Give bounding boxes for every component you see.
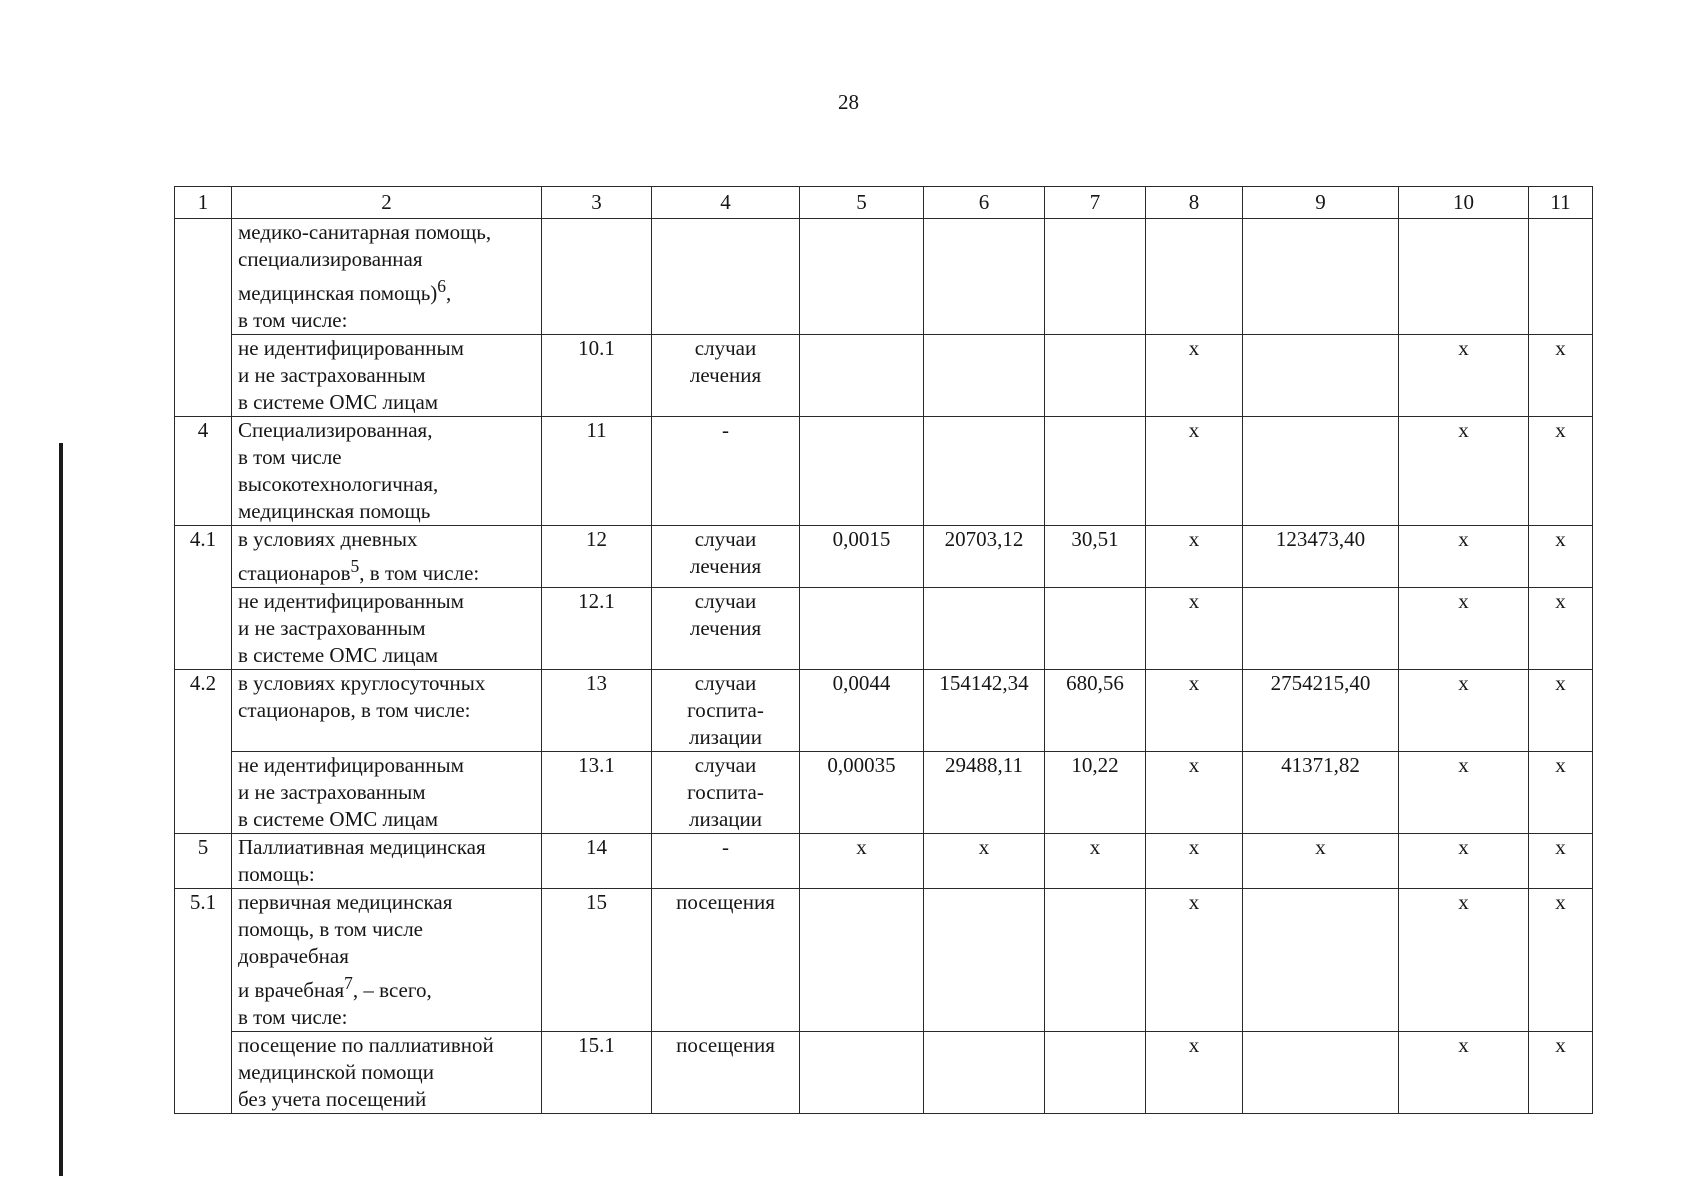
cell-col6 [924, 335, 1045, 417]
cell-col10: х [1399, 335, 1529, 417]
cell-col9: 123473,40 [1243, 526, 1399, 588]
column-number: 3 [542, 187, 652, 219]
row-number: 4.1 [175, 526, 232, 670]
row-name: первичная медицинская помощь, в том числе доврачебная и врачебная$^7$, – всего, в том числе: [232, 889, 542, 1032]
row-code: 12.1 [542, 588, 652, 670]
cell-col9: 41371,82 [1243, 752, 1399, 834]
cell-col5 [800, 335, 924, 417]
cell-col8: х [1146, 670, 1243, 752]
column-number: 10 [1399, 187, 1529, 219]
column-number-row [175, 187, 1593, 219]
table-row [175, 526, 1593, 588]
cell-col5: 0,0015 [800, 526, 924, 588]
cell-col10: х [1399, 752, 1529, 834]
row-name: не идентифицированным и не застрахованным в системе ОМС лицам [232, 588, 542, 670]
row-unit: - [652, 417, 800, 526]
row-number: 4.2 [175, 670, 232, 834]
row-code: 15.1 [542, 1032, 652, 1114]
row-number: 5.1 [175, 889, 232, 1114]
cell-col6 [924, 889, 1045, 1032]
cell-col5 [800, 1032, 924, 1114]
cell-col11: х [1529, 834, 1593, 889]
cell-col6 [924, 588, 1045, 670]
cell-col8: х [1146, 588, 1243, 670]
row-code: 11 [542, 417, 652, 526]
cell-col6: 20703,12 [924, 526, 1045, 588]
cell-col8: х [1146, 526, 1243, 588]
row-name: Паллиативная медицинская помощь: [232, 834, 542, 889]
cell-col10: х [1399, 417, 1529, 526]
footnote-ref: 5 [350, 556, 360, 576]
row-code: 15 [542, 889, 652, 1032]
cell-col6: 154142,34 [924, 670, 1045, 752]
cell-col5 [800, 417, 924, 526]
cell-col6: х [924, 834, 1045, 889]
row-code: 13.1 [542, 752, 652, 834]
cell-col7 [1045, 335, 1146, 417]
row-name: медико-санитарная помощь, специализированная медицинская помощь)$^6$, в том числе: [232, 219, 542, 335]
column-number: 6 [924, 187, 1045, 219]
cell-col7: 680,56 [1045, 670, 1146, 752]
cell-col5: х [800, 834, 924, 889]
cell-col7: х [1045, 834, 1146, 889]
cell-col8: х [1146, 834, 1243, 889]
cell-col6 [924, 417, 1045, 526]
row-unit: случаи госпита- лизации [652, 752, 800, 834]
footnote-ref: 6 [437, 276, 447, 296]
cell-col11: х [1529, 417, 1593, 526]
cell-col7 [1045, 417, 1146, 526]
footnote-ref: 7 [344, 973, 353, 993]
row-unit: случаи лечения [652, 588, 800, 670]
cell-col7: 30,51 [1045, 526, 1146, 588]
cell-col9: 2754215,40 [1243, 670, 1399, 752]
row-unit: посещения [652, 1032, 800, 1114]
cell-col9 [1243, 219, 1399, 335]
cell-col10 [1399, 219, 1529, 335]
cell-col8: х [1146, 335, 1243, 417]
column-number: 1 [175, 187, 232, 219]
cell-col7: 10,22 [1045, 752, 1146, 834]
cell-col8 [1146, 219, 1243, 335]
row-code: 14 [542, 834, 652, 889]
cell-col11: х [1529, 670, 1593, 752]
cell-col7 [1045, 1032, 1146, 1114]
table-row [175, 834, 1593, 889]
cell-col11 [1529, 219, 1593, 335]
table-row [175, 219, 1593, 335]
cell-col11: х [1529, 1032, 1593, 1114]
cell-col10: х [1399, 1032, 1529, 1114]
row-name: Специализированная, в том числе высокотехнологичная, медицинская помощь [232, 417, 542, 526]
cell-col8: х [1146, 889, 1243, 1032]
cell-col10: х [1399, 588, 1529, 670]
column-number: 5 [800, 187, 924, 219]
volume-cost-table [174, 186, 1593, 1114]
cell-col7 [1045, 219, 1146, 335]
cell-col6 [924, 1032, 1045, 1114]
row-unit: случаи лечения [652, 526, 800, 588]
row-unit: случаи лечения [652, 335, 800, 417]
cell-col6: 29488,11 [924, 752, 1045, 834]
cell-col8: х [1146, 752, 1243, 834]
column-number: 4 [652, 187, 800, 219]
cell-col10: х [1399, 670, 1529, 752]
cell-col9 [1243, 588, 1399, 670]
cell-col9 [1243, 417, 1399, 526]
cell-col11: х [1529, 752, 1593, 834]
cell-col10: х [1399, 834, 1529, 889]
row-number [175, 219, 232, 417]
cell-col9 [1243, 1032, 1399, 1114]
table-row [175, 588, 1593, 670]
row-code [542, 219, 652, 335]
table-row [175, 889, 1593, 1032]
row-name: в условиях круглосуточных стационаров, в том числе: [232, 670, 542, 752]
cell-col8: х [1146, 1032, 1243, 1114]
cell-col9 [1243, 889, 1399, 1032]
table-row [175, 670, 1593, 752]
column-number: 8 [1146, 187, 1243, 219]
row-unit [652, 219, 800, 335]
cell-col9: х [1243, 834, 1399, 889]
cell-col8: х [1146, 417, 1243, 526]
cell-col5: 0,00035 [800, 752, 924, 834]
row-code: 13 [542, 670, 652, 752]
cell-col5: 0,0044 [800, 670, 924, 752]
row-code: 12 [542, 526, 652, 588]
table-row [175, 417, 1593, 526]
cell-col10: х [1399, 526, 1529, 588]
cell-col7 [1045, 889, 1146, 1032]
cell-col11: х [1529, 335, 1593, 417]
cell-col11: х [1529, 588, 1593, 670]
row-number: 4 [175, 417, 232, 526]
cell-col5 [800, 588, 924, 670]
row-unit: - [652, 834, 800, 889]
cell-col11: х [1529, 889, 1593, 1032]
column-number: 9 [1243, 187, 1399, 219]
cell-col10: х [1399, 889, 1529, 1032]
column-number: 11 [1529, 187, 1593, 219]
row-code: 10.1 [542, 335, 652, 417]
table-row [175, 335, 1593, 417]
cell-col9 [1243, 335, 1399, 417]
row-name: не идентифицированным и не застрахованным в системе ОМС лицам [232, 335, 542, 417]
page-number: 28 [838, 90, 859, 114]
cell-col11: х [1529, 526, 1593, 588]
row-unit: посещения [652, 889, 800, 1032]
row-unit: случаи госпита- лизации [652, 670, 800, 752]
column-number: 7 [1045, 187, 1146, 219]
column-number: 2 [232, 187, 542, 219]
row-name: в условиях дневных стационаров$^5$, в том числе: [232, 526, 542, 588]
cell-col5 [800, 889, 924, 1032]
scan-margin-line [59, 443, 63, 1176]
table-row [175, 752, 1593, 834]
row-name: посещение по паллиативной медицинской помощи без учета посещений [232, 1032, 542, 1114]
row-number: 5 [175, 834, 232, 889]
cell-col6 [924, 219, 1045, 335]
table-row [175, 1032, 1593, 1114]
row-name: не идентифицированным и не застрахованным в системе ОМС лицам [232, 752, 542, 834]
cell-col5 [800, 219, 924, 335]
cell-col7 [1045, 588, 1146, 670]
